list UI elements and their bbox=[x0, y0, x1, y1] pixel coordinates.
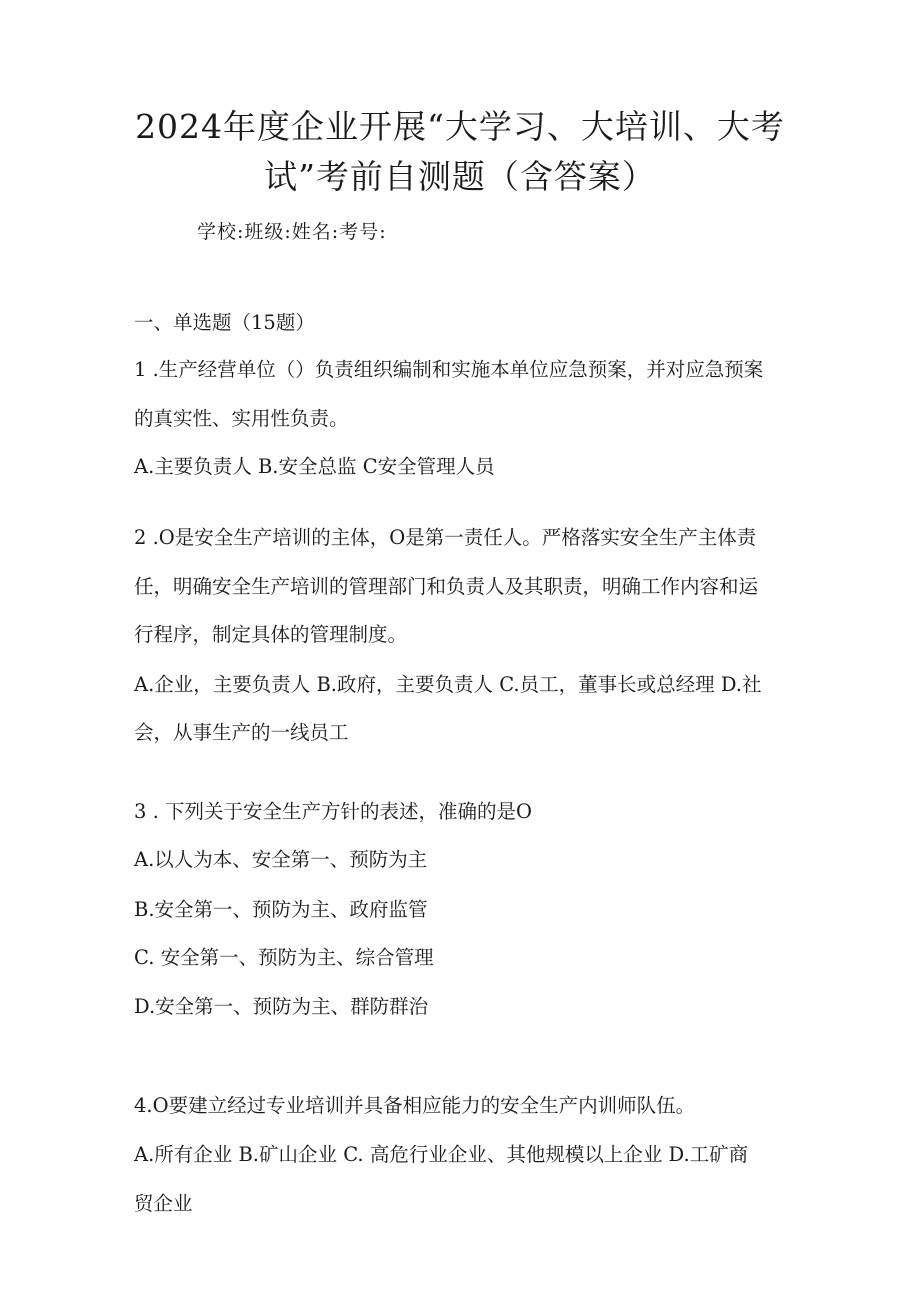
question-2-options-line-1: A.企业，主要负责人 B.政府，主要负责人 C.员工，董事长或总经理 D.社 bbox=[134, 673, 762, 696]
question-3-stem: 3 . 下列关于安全生产方针的表述，准确的是O bbox=[134, 800, 532, 823]
question-2-stem-line-1: 2 .O是安全生产培训的主体，O是第一责任人。严格落实安全生产主体责 bbox=[134, 526, 757, 549]
question-1-options: A.主要负责人 B.安全总监 C安全管理人员 bbox=[134, 455, 495, 478]
section-heading: 一、单选题（15题） bbox=[134, 311, 315, 334]
question-2-stem-line-3: 行程序，制定具体的管理制度。 bbox=[134, 623, 408, 646]
student-info-line: 学校:班级:姓名:考号: bbox=[197, 221, 387, 243]
question-3-option-c: C. 安全第一、预防为主、综合管理 bbox=[134, 946, 434, 969]
question-4-stem: 4.O要建立经过专业培训并具备相应能力的安全生产内训师队伍。 bbox=[134, 1094, 696, 1117]
question-3-option-d: D.安全第一、预防为主、群防群治 bbox=[134, 995, 429, 1018]
question-2-stem-line-2: 任，明确安全生产培训的管理部门和负责人及其职责，明确工作内容和运 bbox=[134, 575, 759, 598]
document-title-line-1: 2024年度企业开展“大学习、大培训、大考 bbox=[135, 107, 785, 146]
question-2-options-line-2: 会，从事生产的一线员工 bbox=[134, 721, 349, 744]
question-4-options-line-1: A.所有企业 B.矿山企业 C. 高危行业企业、其他规模以上企业 D.工矿商 bbox=[134, 1143, 749, 1166]
question-3-option-b: B.安全第一、预防为主、政府监管 bbox=[134, 898, 428, 921]
document-title-line-2: 试”考前自测题（含答案） bbox=[264, 157, 656, 196]
question-4-options-line-2: 贸企业 bbox=[134, 1192, 193, 1215]
question-1-stem-line-1: 1 .生产经营单位（）负责组织编制和实施本单位应急预案，并对应急预案 bbox=[134, 358, 764, 381]
question-3-option-a: A.以人为本、安全第一、预防为主 bbox=[134, 848, 428, 871]
question-1-stem-line-2: 的真实性、实用性负责。 bbox=[134, 407, 349, 430]
